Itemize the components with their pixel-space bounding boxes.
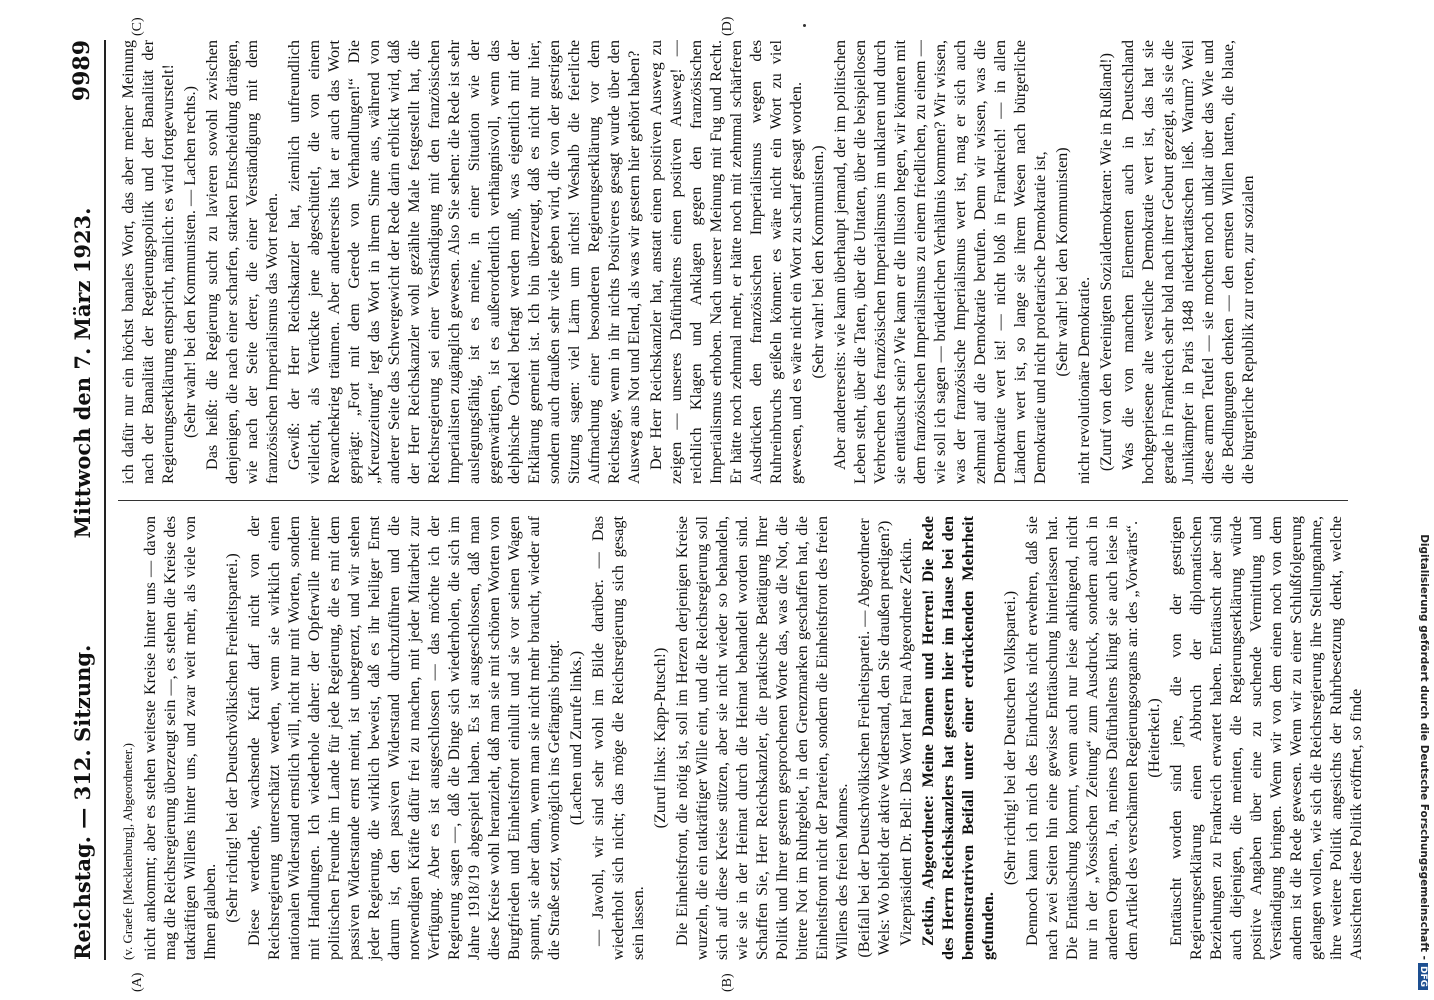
paragraph: Aber andererseits: wie kann überhaupt jemand, der im politischen Leben steht, über die Taten, über die Untaten, über die beispiellosen Verbrechen des französischen Imperialismus im unklaren und durch sie enttäuscht sein? Wie kann er die Illusion hegen, wir könnten mit dem französischen Imperialismus zu einem friedlichen, zu einem — wie soll ich sagen — brüderlichen Verhältnis kommen? Wir wissen, was der französische Imperialismus wert ist, mag er sich auch zehnmal auf die Demokratie berufen. Denn wir wissen, was die Demokratie wert ist! — nicht bloß in Frankreich! — in allen Ländern wert ist, so lange sie ihrem Wesen nach bürgerliche Demokratie und nicht proletarische Demokratie ist, [831, 40, 1049, 484]
margin-mark-a: (A) [130, 972, 145, 992]
speck [803, 24, 806, 27]
header-left: Reichstag. — 312. Sitzung. [69, 644, 95, 960]
right-column [118, 40, 1348, 484]
paragraph: Der Herr Reichskanzler hat, anstatt einen positiven Ausweg zu zeigen — unseres Dafürhaltens einen positiven Ausweg! — reichlich Klagen und Anklagen gegen den französischen Imperialismus erhoben. Nach unserer Meinung mit Fug und Recht. Er hätte noch zehnmal mehr, er hätte noch mit zehnmal schärferen Ausdrücken den französischen Imperialismus wegen des Ruhreinbruchs geißeln können: es wäre nicht ein Wort zu viel gewesen, und es wäre nicht ein Wort zu scharf gesagt worden. [647, 40, 805, 484]
credit-text: Digitalisierung gefördert durch die Deutsche Forschungsgemeinschaft - [1418, 534, 1430, 960]
margin-mark-d: (D) [720, 16, 735, 36]
interjection: (Lachen und Zurufe links.) [567, 650, 585, 826]
interjection: (Zuruf von den Vereinigten Sozialdemokraten: Wie in Rußland!) [1097, 52, 1115, 472]
column-divider [118, 500, 1348, 501]
paragraph: nicht revolutionäre Demokratie. [1075, 276, 1093, 484]
page-number: 9989 [69, 40, 95, 102]
left-column [118, 516, 1365, 960]
dfg-badge: DFG [1418, 963, 1428, 990]
paragraph: Enttäuscht worden sind jene, die von der gestrigen Regierungserklärung einen Abbruch der diplomatischen Beziehungen zu Frankreich erwartet haben. Enttäuscht aber sind auch diejenigen, die meinten, die Regierungserklärung würde positive Angaben über eine zu suchende Vermittlung und Verständigung bringen. Wenn wir von dem einen noch von dem andern ist die Rede gewesen. Wenn wir zu einer Schlußfolgerung gelangen wollen, wie sich die Reichsregierung ihre Stellungnahme, ihre weitere Politik angesichts der Ruhrbesetzung denkt, welche Aussichten diese Politik eröffnet, so finde [1167, 516, 1365, 960]
interjection: (Zuruf links: Kapp-Putsch!) [651, 647, 669, 829]
dfg-credit [1414, 10, 1432, 990]
speaker-line: (v. Graefe [Mecklenburg], Abgeordneter.) [120, 743, 135, 960]
margin-mark-c: (C) [130, 17, 145, 36]
speaker-zetkin: Zetkin, Abgeordnete: Meine Damen und Herren! Die Rede des Herrn Reichskanzlers hat gestern hier im Hause bei den bemonstratriven Beifall unter einer erdrückenden Mehrheit gefunden. [919, 516, 997, 960]
paragraph: nicht ankommt; aber es stehen weiteste Kreise hinter uns — davon mag die Reichsregierung überzeugt sein —, es stehen die Kreise des tatkräftigen Willens hinter uns, und zwar weit mehr, als viele von Ihnen glauben. [141, 516, 219, 960]
paragraph: Was die von manchen Elementen auch in Deutschland hochgepriesene alte westliche Demokratie wert ist, das hat sie gerade in Frankreich sehr bald nach ihrer Geburt gezeigt, als sie die Junikämpfer in Paris 1848 niederkartätschen ließ. Warum? Weil diese armen Teufel — sie mochten noch unklar über das Wie und die Bedingungen denken — den ernsten Willen hatten, die blaue, die bürgerliche Republik zur roten, zur sozialen [1119, 40, 1257, 484]
interjection: (Beifall bei der Deutschvölkischen Freiheitspartei. — Abgeordneter Wels: Wo bleibt der aktive Widerstand, den Sie draußen predigen?) [855, 518, 893, 958]
interjection: (Sehr wahr! bei den Kommunisten.) [809, 145, 827, 379]
page-header [60, 40, 106, 960]
interjection: (Sehr wahr! bei den Kommunisten) [1053, 147, 1071, 377]
paragraph: Das heißt: die Regierung sucht zu lavieren sowohl zwischen denjenigen, die nach einer scharfen, starken Entscheidung drängen, wie nach der Seite derer, die einer Verständigung mit dem französischen Imperialismus das Wort reden. [203, 40, 281, 484]
interjection: (Heiterkeit.) [1145, 698, 1163, 778]
margin-mark-b: (B) [720, 973, 735, 992]
interjection: (Sehr wahr! bei den Kommunisten. — Lachen rechts.) [181, 86, 199, 438]
paragraph: Die Einheitsfront, die nötig ist, soll im Herzen derjenigen Kreise wurzeln, die ein tatkräftiger Wille eint, und die Reichsregierung soll sich auf diese Kreise stützen, aber sie nicht wieder so behandeln, wie sie in der Heimat durch die Heimat behandelt worden sind. Schaffen Sie, Herr Reichskanzler, die praktische Betätigung Ihrer Politik und Ihrer gestern gesprochenen Worte das, was die Not, die bittere Not im Ruhrgebiet, in den Grenzmarken geschaffen hat, die Einheitsfront nicht der Parteien, sondern die Einheitsfront des freien Willens des freien Mannes. [673, 516, 851, 960]
paragraph: Dennoch kann ich mich des Eindrucks nicht erwehren, daß sie nach zwei Seiten hin eine gewisse Enttäuschung hinterlassen hat. Die Enttäuschung kommt, wenn auch nur leise anklingend, nicht nur in der „Vossischen Zeitung“ zum Ausdruck, sondern auch in anderen Organen. Ja, meines Dafürhaltens klingt sie auch leise in dem Artikel des verschämten Regierungsorgans an: des „Vorwärts“. [1023, 516, 1141, 960]
interjection: (Sehr richtig! bei der Deutschvölkischen Freiheitspartei.) [223, 553, 241, 923]
paragraph: — Jawohl, wir sind sehr wohl im Bilde darüber. — Das wiederholt sich nicht; das möge die Reichsregierung sich gesagt sein lassen. [589, 516, 647, 960]
interjection: (Sehr richtig! bei der Deutschen Volkspartei.) [1001, 590, 1019, 886]
president-line: Vizepräsident Dr. Bell: Das Wort hat Frau Abgeordnete Zetkin. [897, 537, 915, 946]
paragraph: Gewiß: der Herr Reichskanzler hat, ziemlich unfreundlich vielleicht, als Verrückte jene abgeschüttelt, die von einem Revanchekrieg träumen. Aber andererseits hat er auch das Wort geprägt: „Fort mit dem Gerede von Verhandlungen!“ Die „Kreuzzeitung“ legt das Wort in ihrem Sinne aus, während von anderer Seite das Schwergewicht der Rede darin erblickt wird, daß der Herr Reichskanzler wohl gezählte Male festgestellt hat, die Reichsregierung sei einer Verständigung mit den französischen Imperialisten zugänglich gewesen. Also Sie sehen: die Rede ist sehr auslegungsfähig, ist es meine, in einer Situation wie der gegenwärtigen, ist es außerordentlich verhängnisvoll, wenn das delphische Orakel befragt werden muß, was eigentlich mit der Erklärung gemeint ist. Ich bin überzeugt, daß es nicht nur hier, sondern auch draußen sehr viele geben wird, die von der gestrigen Sitzung sagen: viel Lärm um nichts! Weshalb die feierliche Aufmachung einer besonderen Regierungserklärung vor dem Reichstage, wenn in ihr nichts Positiveres gesagt wurde über den Ausweg aus Not und Elend, als was wir gestern hier gehört haben? [285, 40, 643, 484]
paragraph: ich dafür nur ein höchst banales Wort, das aber meiner Meinung nach der Banalität der Regierungspolitik und der Banalität der Regierungserklärung entspricht, nämlich: es wird fortgewurstelt! [119, 40, 177, 484]
paragraph: Diese werdende, wachsende Kraft darf nicht von der Reichsregierung unterschätzt werden, wenn sie wirklich einen nationalen Widerstand ernstlich will, nicht nur mit Worten, sondern mit Handlungen. Ich wiederhole daher: der Opferwille meiner politischen Freunde im Lande für jede Regierung, die es mit dem passiven Widerstande ernst meint, ist unbegrenzt, und wir stehen jeder Regierung, die wirklich beweist, daß es ihr heiliger Ernst darum ist, den passiven Widerstand durchzuführen und die notwendigen Kräfte dafür frei zu machen, mit jeder Mitarbeit zur Verfügung. Aber es ist ausgeschlossen — das möchte ich der Regierung sagen —, daß die Dinge sich wiederholen, die sich im Jahre 1918/19 abgespielt haben. Es ist ausgeschlossen, daß man diese Kreise wohl heranzieht, daß man sie mit schönen Worten von Burgfrieden und Einheitsfront einlullt und sie vor seinen Wagen spannt, sie aber dann, wenn man sie nicht mehr braucht, wieder auf die Straße setzt, womöglich ins Gefängnis bringt. [245, 516, 563, 960]
header-date: Mittwoch den 7. März 1923. [69, 207, 95, 539]
